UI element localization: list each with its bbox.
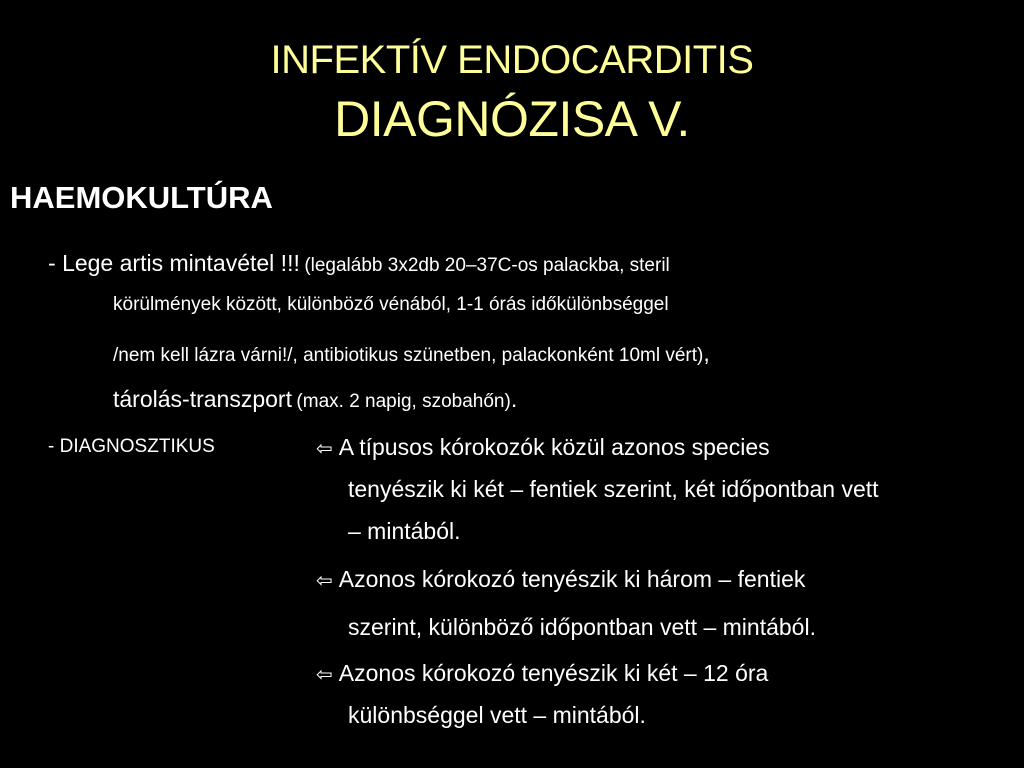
section-heading: HAEMOKULTÚRA <box>10 180 273 215</box>
diagnostic-label: - DIAGNOSZTIKUS <box>48 436 215 457</box>
criterion-1-text-3: – mintából. <box>348 518 461 544</box>
criterion-2-text-1: Azonos kórokozó tenyészik ki három – fentiek <box>338 566 806 592</box>
criterion-2-line-1 <box>316 566 805 593</box>
criterion-1-text-1: A típusos kórokozók közül azonos species <box>338 434 770 460</box>
sampling-label: Lege artis mintavétel !!! <box>62 250 300 276</box>
sampling-line-3 <box>113 340 710 367</box>
slide-title-line-2: DIAGNÓZISA V. <box>334 91 690 147</box>
left-arrow-icon: ⇦ <box>316 662 333 686</box>
sampling-detail-3-end: , <box>703 340 710 366</box>
storage-line <box>113 386 517 413</box>
storage-end: . <box>510 386 518 412</box>
storage-label: tárolás-transzport <box>113 386 292 412</box>
criterion-1-line-1 <box>316 434 770 461</box>
criterion-3-text-2: különbséggel vett – mintából. <box>348 702 646 728</box>
criterion-1-text-2: tenyészik ki két – fentiek szerint, két időpontban vett <box>348 476 879 502</box>
slide-title-line-1: INFEKTÍV ENDOCARDITIS <box>270 38 754 82</box>
sampling-dash: - <box>48 250 63 276</box>
sampling-detail-3: /nem kell lázra várni!/, antibiotikus szünetben, palackonként 10ml vért) <box>113 345 704 366</box>
criterion-3-line-1 <box>316 660 768 687</box>
sampling-line-1 <box>48 250 670 277</box>
sampling-detail-2: körülmények között, különböző vénából, 1-1 órás időkülönbséggel <box>113 294 669 315</box>
left-arrow-icon: ⇦ <box>316 436 333 460</box>
storage-detail: (max. 2 napig, szobahőn) <box>296 391 511 412</box>
left-arrow-icon: ⇦ <box>316 568 333 592</box>
criterion-3-text-1: Azonos kórokozó tenyészik ki két – 12 óra <box>338 660 769 686</box>
criterion-2-text-2: szerint, különböző időpontban vett – mintából. <box>348 614 816 640</box>
sampling-detail-1: (legalább 3x2db 20–37C-os palackba, steril <box>304 255 670 276</box>
